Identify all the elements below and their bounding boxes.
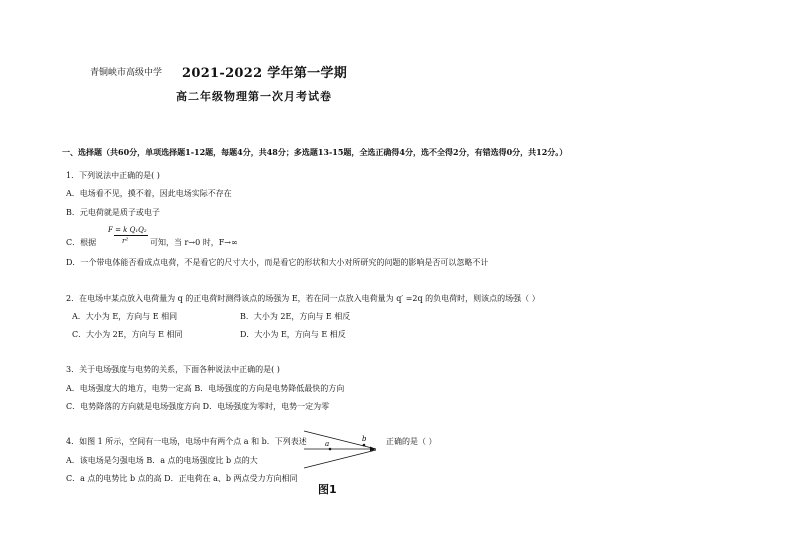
q2-option-b: B．大小为 2E，方向与 E 相反 <box>240 312 351 321</box>
q2-option-d: D．大小为 E，方向与 E 相反 <box>240 330 346 339</box>
school-year: 2021-2022 学年第一学期 <box>182 66 348 81</box>
point-b-label: b <box>362 435 367 443</box>
q1-formula-bar <box>114 235 148 236</box>
q4-options-ab: A．该电场是匀强电场 B．a 点的电场强度比 b 点的大 <box>66 456 258 465</box>
q4-stem-left: 4．如图 1 所示，空间有一电场，电场中有两个点 a 和 b．下列表述 <box>66 437 307 446</box>
q1-option-c-suffix: 可知，当 r→0 时，F→∞ <box>150 238 238 247</box>
q1-formula-numerator: F = k Q₁Q₂ <box>108 226 147 234</box>
q1-formula-denominator: r² <box>122 237 129 245</box>
q3-options-cd: C．电势降落的方向就是电场强度方向 D．电场强度为零时，电势一定为零 <box>66 402 330 411</box>
section-heading: 一、选择题（共60分，单项选择题1-12题，每题4分，共48分；多选题13-15题，全选正确得4分，选不全得2分，有错选得0分，共12分。） <box>62 147 568 157</box>
q1-option-c-prefix: C．根据 <box>66 238 97 247</box>
q1-option-b: B．元电荷就是质子或电子 <box>66 208 160 217</box>
school-name: 青铜峡市高级中学 <box>90 68 163 78</box>
q4-options-cd: C．a 点的电势比 b 点的高 D．正电荷在 a、b 两点受力方向相同 <box>66 474 298 483</box>
q4-field-diagram <box>300 428 384 474</box>
point-a-dot <box>329 448 332 451</box>
point-a-label: a <box>325 440 330 448</box>
q1-option-a: A．电场看不见，摸不着，因此电场实际不存在 <box>66 189 232 198</box>
q3-options-ab: A．电场强度大的地方，电势一定高 B．电场强度的方向是电势降低最快的方向 <box>66 384 345 393</box>
q4-stem-right: 正确的是（ ） <box>386 437 437 446</box>
q2-option-c: C．大小为 2E，方向与 E 相同 <box>72 330 183 339</box>
q2-option-a: A．大小为 E，方向与 E 相同 <box>72 312 178 321</box>
figure-1-caption: 图1 <box>318 483 337 496</box>
field-line-lower <box>304 450 376 468</box>
q3-stem: 3．关于电场强度与电势的关系，下面各种说法中正确的是( ) <box>66 365 280 374</box>
q1-option-d: D．一个带电体能否看成点电荷，不是看它的尺寸大小，而是看它的形状和大小对所研究的问题的影响是否可以忽略不计 <box>66 258 489 267</box>
exam-title: 高二年级物理第一次月考试卷 <box>176 90 332 103</box>
q1-stem: 1．下列说法中正确的是( ) <box>66 171 160 180</box>
point-b-dot <box>363 444 366 447</box>
q2-stem: 2．在电场中某点放入电荷量为 q 的正电荷时测得该点的场强为 E，若在同一点放入电荷量为 q′ =2q 的负电荷时，则该点的场强（ ） <box>66 294 540 303</box>
